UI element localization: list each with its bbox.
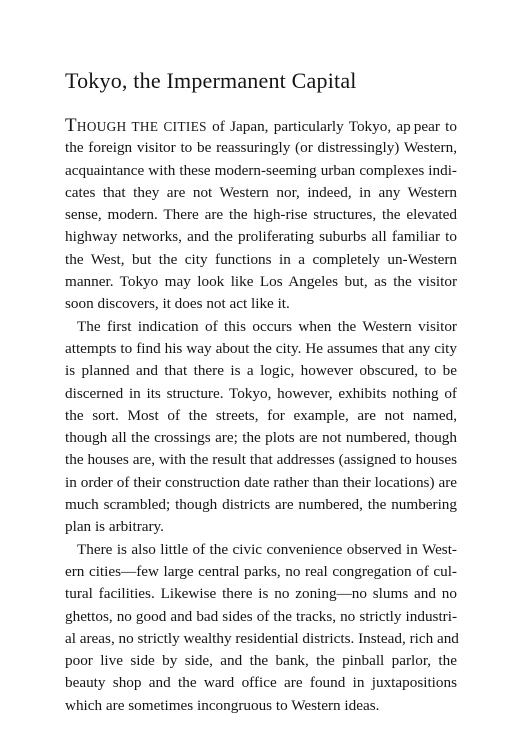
text-line: highway networks, and the proliferating suburbs all familiar to [65, 228, 457, 246]
text-line: ern cities—few large central parks, no real congregation of cul- [65, 562, 457, 580]
text-line: manner. Tokyo may look like Los Angeles but, as the visitor [65, 273, 457, 291]
text-line: acquaintance with these modern-seeming urban complexes indi- [65, 161, 457, 179]
text-line: sense, modern. There are the high-rise structures, the elevated [65, 206, 457, 224]
text-line: tural facilities. Likewise there is no zoning—no slums and no [65, 585, 457, 603]
text-line [65, 115, 457, 137]
text-line: the West, but the city functions in a completely un-Western [65, 250, 457, 268]
text-line: plan is arbitrary. [65, 518, 164, 536]
paragraph-1 [65, 115, 457, 316]
text-line: the foreign visitor to be reassuringly (or distressingly) Western, [65, 139, 457, 157]
text-line: the sort. Most of the streets, for example, are not named, [65, 406, 457, 424]
text-line: though all the crossings are; the plots are not numbered, though [65, 429, 457, 447]
text-line: discerned in its structure. Tokyo, however, exhibits nothing of [65, 384, 457, 402]
text-line: ghettos, no good and bad sides of the tracks, no strictly industri- [65, 607, 457, 625]
chapter-title: Tokyo, the Impermanent Capital [65, 68, 357, 93]
text-line: which are sometimes incongruous to Western ideas. [65, 696, 380, 714]
text-line: The first indication of this occurs when the Western visitor [77, 317, 457, 335]
text-line: soon discovers, it does not act like it. [65, 295, 290, 313]
text-line: in order of their construction date rather than their locations) are [65, 473, 457, 491]
paragraph-3 [65, 539, 457, 717]
text-line: the houses are, with the result that addresses (assigned to houses [65, 451, 457, 469]
text-line: poor live side by side, and the bank, the pinball parlor, the [65, 652, 457, 670]
lead-capital: T [65, 115, 77, 136]
text-line: cates that they are not Western nor, indeed, in any Western [65, 183, 457, 201]
text-line: There is also little of the civic convenience observed in West- [77, 540, 457, 558]
text-line: attempts to find his way about the city. He assumes that any city [65, 339, 457, 357]
text-line: al areas, no strictly wealthy residential districts. Instead, rich and [65, 629, 459, 647]
text-line: is planned and that there is a logic, however obscured, to be [65, 362, 457, 380]
line-text: of Japan, particularly Tokyo, ap pear to [206, 118, 457, 135]
chapter-body [65, 115, 457, 717]
lead-small-caps: HOUGH THE CITIES [76, 119, 207, 134]
text-line: much scrambled; though districts are numbered, the numbering [65, 496, 457, 514]
text-line: beauty shop and the ward office are found in juxtapositions [65, 674, 457, 692]
paragraph-2 [65, 316, 457, 539]
